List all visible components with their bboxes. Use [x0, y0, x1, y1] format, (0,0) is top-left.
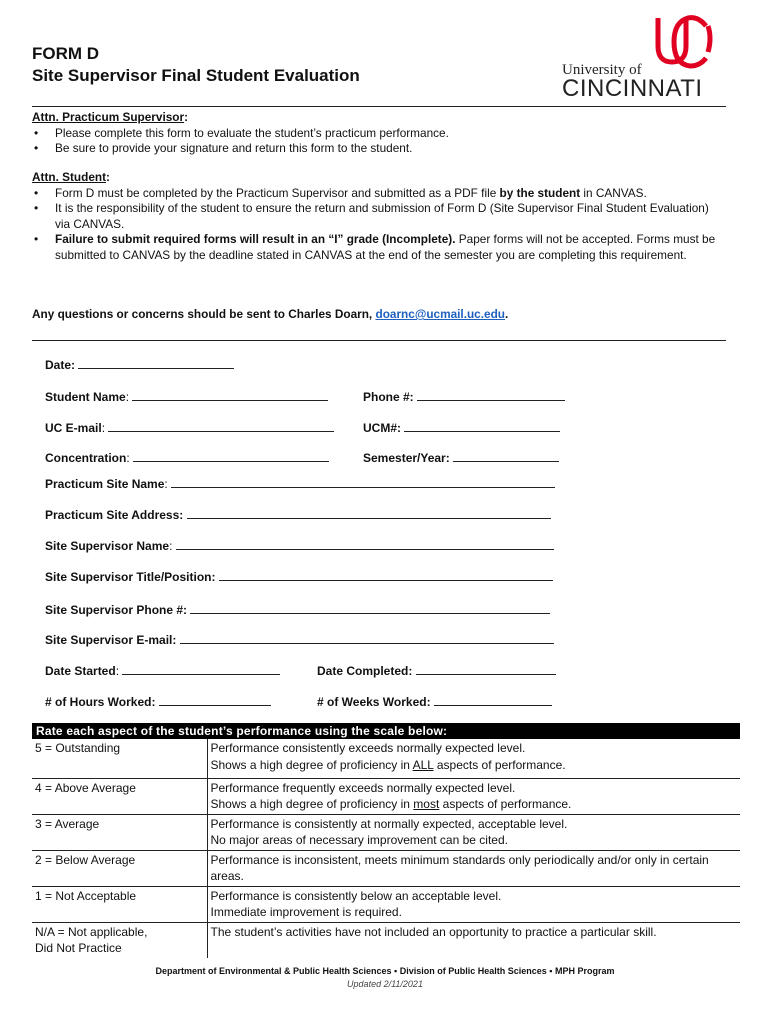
contact-line: Any questions or concerns should be sent to Charles Doarn, doarnc@ucmail.uc.edu.	[32, 307, 509, 321]
footer-updated-date: Updated 2/11/2021	[347, 979, 423, 989]
date-field[interactable]: Date:	[45, 358, 234, 372]
score-label: 2 = Below Average	[32, 850, 207, 886]
supervisor-bullet: • Please complete this form to evaluate the student’s practicum performance.	[32, 126, 722, 142]
page-footer	[0, 966, 770, 989]
supervisor-heading: Attn. Practicum Supervisor	[32, 110, 185, 124]
date-completed-field[interactable]: Date Completed:	[317, 664, 556, 678]
score-description: Performance is consistently below an acceptable level. Immediate improvement is required.	[207, 886, 740, 922]
svg-text:University of: University of	[562, 62, 642, 78]
table-row	[32, 850, 740, 886]
student-heading: Attn. Student	[32, 170, 107, 184]
uc-email-field[interactable]: UC E-mail:	[45, 421, 334, 435]
phone-field[interactable]: Phone #:	[363, 390, 565, 404]
score-label: 3 = Average	[32, 814, 207, 850]
score-description: Performance is inconsistent, meets minimum standards only periodically and/or only in certain areas.	[207, 850, 740, 886]
form-header	[32, 44, 732, 104]
score-label: N/A = Not applicable, Did Not Practice	[32, 922, 207, 958]
score-description: Performance consistently exceeds normally expected level. Shows a high degree of proficiency in ALL aspects of performance.	[210, 741, 566, 772]
footer-department: Department of Environmental & Public Health Sciences ▪ Division of Public Health Sciences ▪ MPH Program	[155, 966, 615, 976]
score-description: Performance is consistently at normally expected, acceptable level. No major areas of necessary improvement can be cited.	[207, 814, 740, 850]
date-started-field[interactable]: Date Started:	[45, 664, 280, 678]
site-supervisor-name-field[interactable]: Site Supervisor Name:	[45, 539, 554, 553]
rating-scale	[32, 723, 740, 958]
practicum-site-address-field[interactable]: Practicum Site Address:	[45, 508, 551, 522]
score-description: The student’s activities have not included an opportunity to practice a particular skill.	[207, 922, 740, 958]
weeks-worked-field[interactable]: # of Weeks Worked:	[317, 695, 552, 709]
practicum-site-name-field[interactable]: Practicum Site Name:	[45, 477, 555, 491]
score-label: 5 = Outstanding	[32, 739, 207, 778]
contact-divider	[32, 340, 726, 341]
student-bullet: • Form D must be completed by the Practicum Supervisor and submitted as a PDF file by the student in CANVAS.	[32, 186, 722, 202]
form-id: FORM D	[32, 44, 100, 63]
table-row	[32, 739, 740, 778]
table-row	[32, 886, 740, 922]
site-supervisor-phone-field[interactable]: Site Supervisor Phone #:	[45, 603, 550, 617]
concentration-field[interactable]: Concentration:	[45, 451, 329, 465]
score-label: 4 = Above Average	[32, 778, 207, 814]
rating-scale-table	[32, 739, 740, 958]
score-label: 1 = Not Acceptable	[32, 886, 207, 922]
header-divider	[32, 106, 726, 107]
university-of-cincinnati-logo	[560, 12, 732, 102]
student-name-field[interactable]: Student Name:	[45, 390, 328, 404]
supervisor-bullet: • Be sure to provide your signature and return this form to the student.	[32, 141, 722, 157]
form-title: Site Supervisor Final Student Evaluation	[32, 66, 360, 85]
hours-worked-field[interactable]: # of Hours Worked:	[45, 695, 271, 709]
score-description: Performance frequently exceeds normally expected level. Shows a high degree of proficiency in most aspects of performance.	[207, 778, 740, 814]
semester-year-field[interactable]: Semester/Year:	[363, 451, 559, 465]
ucm-field[interactable]: UCM#:	[363, 421, 560, 435]
svg-text:CINCINNATI: CINCINNATI	[562, 75, 703, 102]
table-row	[32, 814, 740, 850]
contact-email-link[interactable]: doarnc@ucmail.uc.edu	[375, 307, 505, 321]
student-bullet: • It is the responsibility of the student to ensure the return and submission of Form D (Site Supervisor Final Student Evaluation) via CANVAS.	[32, 201, 722, 232]
student-section: Attn. Student: • Form D must be completed by the Practicum Supervisor and submitted as a PDF file by the student in CANVAS. • It is the responsibility of the student to ensure the return and submission of Form D (Site Supervisor Final Student Evaluation) via CANVAS. • Failure to submit required forms will result in an “I” grade (Incomplete). Paper forms will not be accepted. Forms must be submitted to CANVAS by the deadline stated in CANVAS at the end of the semester you are completing this requirement.	[32, 170, 722, 263]
table-row	[32, 778, 740, 814]
site-supervisor-email-field[interactable]: Site Supervisor E-mail:	[45, 633, 554, 647]
table-row	[32, 922, 740, 958]
student-bullet: • Failure to submit required forms will result in an “I” grade (Incomplete). Paper forms will not be accepted. Forms must be submitted to CANVAS by the deadline stated in CANVAS at the end of the semester you are completing this requirement.	[32, 232, 722, 263]
supervisor-section: Attn. Practicum Supervisor: • Please complete this form to evaluate the student’s practicum performance. • Be sure to provide your signature and return this form to the student.	[32, 110, 722, 157]
rating-heading: Rate each aspect of the student’s performance using the scale below:	[32, 723, 740, 739]
site-supervisor-title-field[interactable]: Site Supervisor Title/Position:	[45, 570, 553, 584]
